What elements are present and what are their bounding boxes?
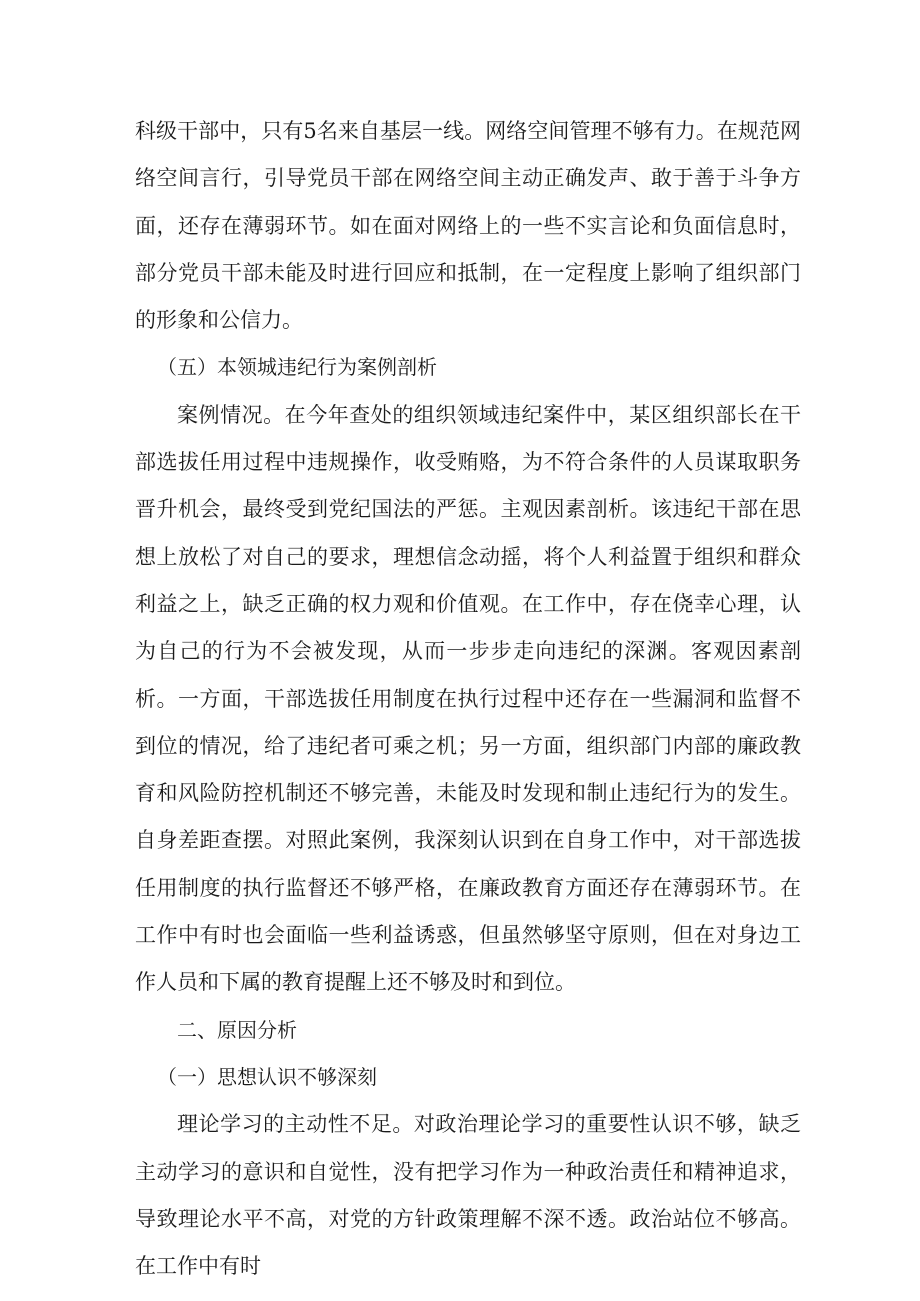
section-heading-one: （一）思想认识不够深刻 [157,1064,377,1089]
paragraph-continued: 科级干部中，只有5名来自基层一线。网络空间管理不够有力。在规范网络空间言行，引导党员干部在网络空间主动正确发声、敢于善于斗争方面，还存在薄弱环节。如在面对网络上的一些不实言论和负面信息时，部分党员干部未能及时进行回应和抵制，在一定程度上影响了组织部门的形象和公信力。 [135,119,801,333]
section-heading-cause-analysis: 二、原因分析 [177,1017,297,1042]
document-body [135,108,801,1290]
section-heading-five: （五）本领城违纪行为案例剖析 [157,355,437,380]
paragraph-case-analysis: 案例情况。在今年查处的组织领域违纪案件中，某区组织部长在干部选拔任用过程中违规操作，收受贿赂，为不符合条件的人员谋取职务晋升机会，最终受到党纪国法的严惩。主观因素剖析。该违纪干部在思想上放松了对自己的要求，理想信念动摇，将个人利益置于组织和群众利益之上，缺乏正确的权力观和价值观。在工作中，存在侥幸心理，认为自己的行为不会被发现，从而一步步走向违纪的深渊。客观因素剖析。一方面，干部选拔任用制度在执行过程中还存在一些漏洞和监督不到位的情况，给了违纪者可乘之机；另一方面，组织部门内部的廉政教育和风险防控机制还不够完善，未能及时发现和制止违纪行为的发生。自身差距查摆。对照此案例，我深刻认识到在自身工作中，对干部选拔任用制度的执行监督还不够严格，在廉政教育方面还存在薄弱环节。在工作中有时也会面临一些利益诱惑，但虽然够坚守原则，但在对身边工作人员和下属的教育提醒上还不够及时和到位。 [135,402,801,995]
paragraph-theory-study: 理论学习的主动性不足。对政治理论学习的重要性认识不够，缺乏主动学习的意识和自觉性，没有把学习作为一种政治责任和精神追求，导致理论水平不高，对党的方针政策理解不深不透。政治站位不够高。在工作中有时 [135,1112,801,1279]
